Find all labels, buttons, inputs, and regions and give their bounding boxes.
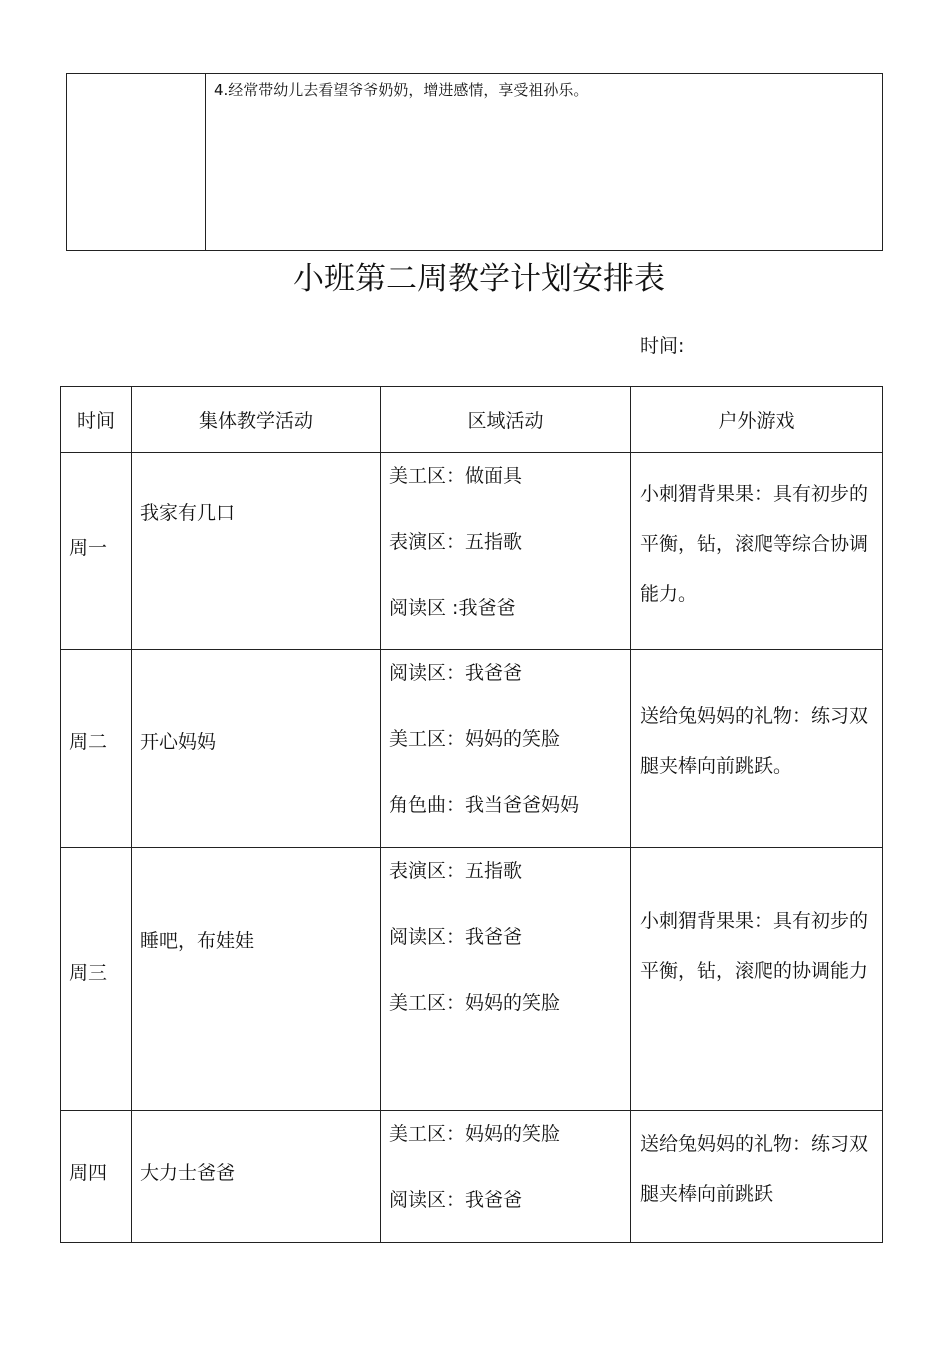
area-list [389, 858, 560, 1056]
game-text: 小刺猬背果果：具有初步的平衡，钻，滚爬的协调能力 [640, 910, 869, 982]
area-item: 阅读区：我爸爸 [389, 926, 523, 948]
day-cell [61, 650, 132, 848]
activity-label: 开心妈妈 [140, 731, 217, 753]
areas-cell [381, 453, 631, 650]
area-item: 阅读区：我爸爸 [389, 662, 523, 684]
day-label: 周四 [69, 1162, 108, 1184]
areas-cell [381, 848, 631, 1111]
day-label: 周二 [69, 731, 108, 753]
game-text: 送给兔妈妈的礼物：练习双腿夹棒向前跳跃。 [640, 705, 869, 777]
header-area-activity: 区域活动 [381, 387, 631, 453]
activity-label: 我家有几口 [140, 502, 236, 524]
previous-plan-table [66, 73, 883, 251]
area-list [389, 1121, 560, 1253]
area-item: 阅读区：我爸爸 [389, 1189, 523, 1211]
area-item: 角色曲：我当爸爸妈妈 [389, 794, 580, 816]
areas-cell [381, 1111, 631, 1243]
game-cell [631, 1111, 883, 1243]
day-label: 周一 [69, 537, 108, 559]
area-item: 美工区：妈妈的笑脸 [389, 1123, 561, 1145]
area-list [389, 463, 522, 661]
game-cell [631, 453, 883, 650]
activity-cell [132, 650, 381, 848]
game-text: 送给兔妈妈的礼物：练习双腿夹棒向前跳跃 [640, 1133, 869, 1205]
table-header-row [61, 387, 883, 453]
day-cell [61, 453, 132, 650]
table-row [61, 848, 883, 1111]
table-row [61, 650, 883, 848]
date-label: 时间: [640, 335, 685, 357]
area-item: 美工区：做面具 [389, 465, 523, 487]
previous-plan-note: 4.经常带幼儿去看望爷爷奶奶，增进感情，享受祖孙乐。 [206, 74, 883, 251]
area-item: 表演区：五指歌 [389, 860, 523, 882]
weekly-plan-table [60, 386, 883, 1243]
game-text: 小刺猬背果果：具有初步的平衡，钻，滚爬等综合协调能力。 [640, 483, 869, 605]
activity-cell [132, 453, 381, 650]
game-cell [631, 650, 883, 848]
area-item: 美工区：妈妈的笑脸 [389, 728, 561, 750]
areas-cell [381, 650, 631, 848]
game-cell [631, 848, 883, 1111]
day-cell [61, 848, 132, 1111]
page-title: 小班第二周教学计划安排表 [293, 261, 665, 297]
header-group-activity: 集体教学活动 [132, 387, 381, 453]
activity-label: 睡吧，布娃娃 [140, 930, 255, 952]
area-list [389, 660, 579, 858]
day-label: 周三 [69, 962, 108, 984]
table-row [61, 453, 883, 650]
header-time: 时间 [61, 387, 132, 453]
activity-cell [132, 848, 381, 1111]
area-item: 美工区：妈妈的笑脸 [389, 992, 561, 1014]
header-outdoor-game: 户外游戏 [631, 387, 883, 453]
activity-label: 大力士爸爸 [140, 1162, 236, 1184]
area-item: 阅读区 :我爸爸 [389, 597, 516, 619]
day-cell [61, 1111, 132, 1243]
activity-cell [132, 1111, 381, 1243]
previous-plan-label-cell [67, 74, 206, 251]
table-row [61, 1111, 883, 1243]
area-item: 表演区：五指歌 [389, 531, 523, 553]
